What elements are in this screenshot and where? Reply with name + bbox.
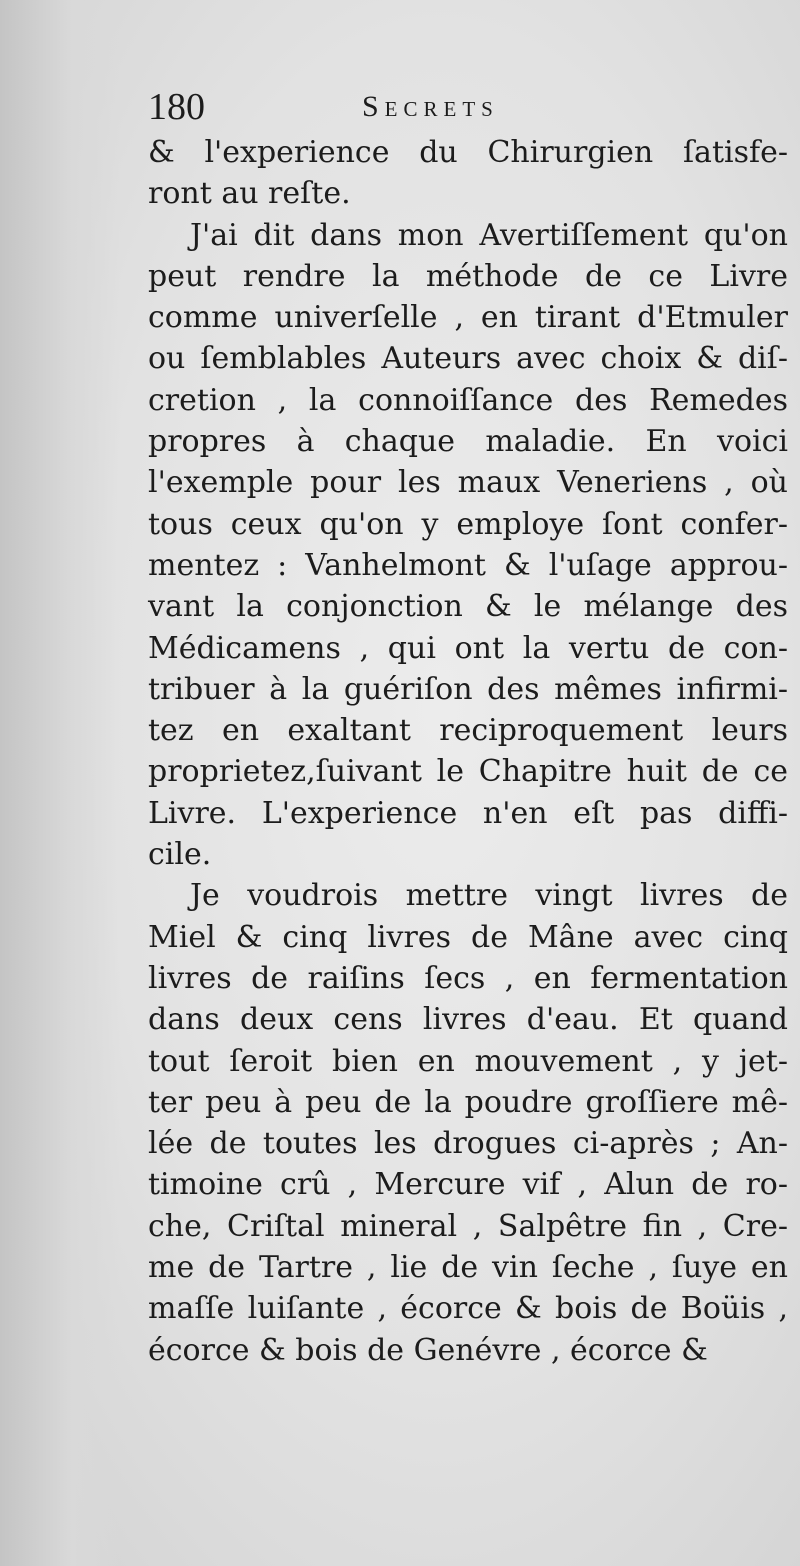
paragraph-p1 (148, 132, 788, 215)
paragraph-p3 (148, 875, 788, 1371)
running-head-title: Secrets (362, 90, 499, 123)
text-line: tez en exaltant reciproquement leurs (148, 713, 788, 749)
text-line: vant la conjonction & le mélange des (148, 589, 788, 625)
paragraph-p2 (148, 215, 788, 876)
text-line: Je voudrois mettre vingt livres de (190, 878, 788, 914)
page-gutter-shadow (0, 0, 120, 1566)
running-head (148, 82, 788, 132)
text-line: che, Criſtal mineral , Salpêtre fin , Cre- (148, 1208, 788, 1244)
text-line: lée de toutes les drogues ci-après ; An- (148, 1126, 788, 1162)
text-line: me de Tartre , lie de vin ſeche , ſuye en (148, 1250, 788, 1286)
text-line: l'exemple pour les maux Veneriens , où (148, 465, 788, 501)
text-line: maſſe luiſante , écorce & bois de Boüis , (148, 1291, 788, 1327)
body-text (148, 132, 788, 1371)
text-line: cretion , la connoiſſance des Remedes (148, 382, 788, 418)
text-line: Médicamens , qui ont la vertu de con- (148, 630, 788, 666)
text-line: dans deux cens livres d'eau. Et quand (148, 1002, 788, 1038)
text-line: livres de raiſins ſecs , en fermentation (148, 960, 788, 996)
text-block (148, 82, 788, 1371)
text-line: écorce & bois de Genévre , écorce & (148, 1332, 708, 1368)
page-number: 180 (148, 86, 205, 128)
text-line: J'ai dit dans mon Avertiſſement qu'on (190, 217, 788, 253)
text-line: Miel & cinq livres de Mâne avec cinq (148, 919, 788, 955)
text-line: tribuer à la guériſon des mêmes infirmi- (148, 671, 788, 707)
text-line: ou ſemblables Auteurs avec choix & diſ- (148, 341, 788, 377)
text-line: peut rendre la méthode de ce Livre (148, 258, 788, 294)
text-line: tout ſeroit bien en mouvement , y jet- (148, 1043, 788, 1079)
text-line: & l'experience du Chirurgien ſatisfe- (148, 135, 788, 170)
text-line: tous ceux qu'on y employe ſont confer- (148, 506, 788, 542)
text-line: propres à chaque maladie. En voici (148, 424, 788, 460)
text-line: mentez : Vanhelmont & l'uſage approu- (148, 547, 788, 583)
text-line: Livre. L'experience n'en eſt pas diffi- (148, 795, 788, 831)
text-line: proprietez,ſuivant le Chapitre huit de ce (148, 754, 788, 790)
text-line: comme univerſelle , en tirant d'Etmuler (148, 300, 788, 336)
text-line: ront au reſte. (148, 176, 351, 212)
text-line: ter peu à peu de la poudre groſſiere mê- (148, 1084, 788, 1120)
text-line: cile. (148, 837, 212, 873)
text-line: timoine crû , Mercure vif , Alun de ro- (148, 1167, 788, 1203)
